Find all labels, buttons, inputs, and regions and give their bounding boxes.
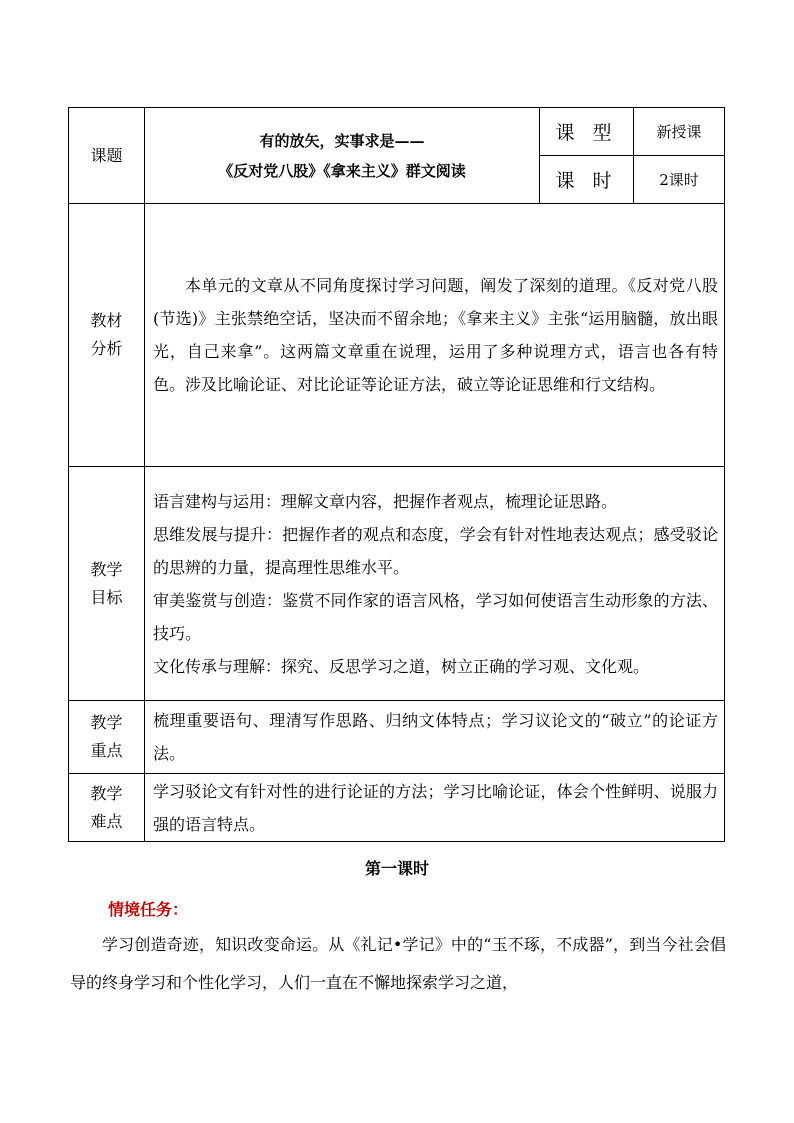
goal-item: 思维发展与提升：把握作者的观点和态度，学会有针对性地表达观点；感受驳论的思辨的力量，提高理性思维水平。: [153, 524, 718, 577]
goal-item: 文化传承与理解：探究、反思学习之道，树立正确的学习观、文化观。: [153, 656, 650, 676]
lesson-hours-value: 2课时: [634, 156, 725, 204]
lesson-type-label: 课 型: [540, 108, 634, 156]
task-text: 学习创造奇迹，知识改变命运。从《礼记•学记》中的“玉不琢，不成器”，到当今社会倡导的终身学习和个性化学习，人们一直在不懈地探索学习之道，: [70, 935, 726, 992]
analysis-label: 教材分析: [69, 204, 145, 467]
difficulty-text: 学习驳论文有针对性的进行论证的方法；学习比喻论证，体会个性鲜明、说服力强的语言特点。: [145, 774, 725, 842]
lesson-type-value: 新授课: [634, 108, 725, 156]
task-heading: 情境任务：: [108, 900, 189, 919]
goal-item: 语言建构与运用：理解文章内容，把握作者观点，梳理论证思路。: [153, 491, 618, 511]
goals-label: 教学目标: [69, 467, 145, 701]
lesson-hours-label: 课 时: [540, 156, 634, 204]
topic-title-line-2: 《反对党八股》《拿来主义》群文阅读: [218, 161, 466, 180]
goals-list: [145, 467, 725, 701]
topic-title-line-1: 有的放矢，实事求是——: [259, 131, 425, 150]
topic-title: [145, 108, 540, 204]
focus-text: 梳理重要语句、理清写作思路、归纳文体特点；学习议论文的“破立”的论证方法。: [145, 701, 725, 774]
topic-label: 课题: [69, 108, 145, 204]
section-title: 第一课时: [364, 859, 429, 878]
goal-item: 审美鉴赏与创造：鉴赏不同作家的语言风格，学习如何使语言生动形象的方法、技巧。: [153, 590, 718, 643]
focus-label: 教学重点: [69, 701, 145, 774]
analysis-text: 本单元的文章从不同角度探讨学习问题，阐发了深刻的道理。《反对党八股(节选)》主张禁绝空话，坚决而不留余地；《拿来主义》主张“运用脑髓，放出眼光，自己来拿”。这两篇文章重在说理，运用了多种说理方式，语言也各有特色。涉及比喻论证、对比论证等论证方法，破立等论证思维和行文结构。: [145, 204, 725, 467]
lesson-plan-table: [68, 107, 725, 842]
difficulty-label: 教学难点: [69, 774, 145, 842]
